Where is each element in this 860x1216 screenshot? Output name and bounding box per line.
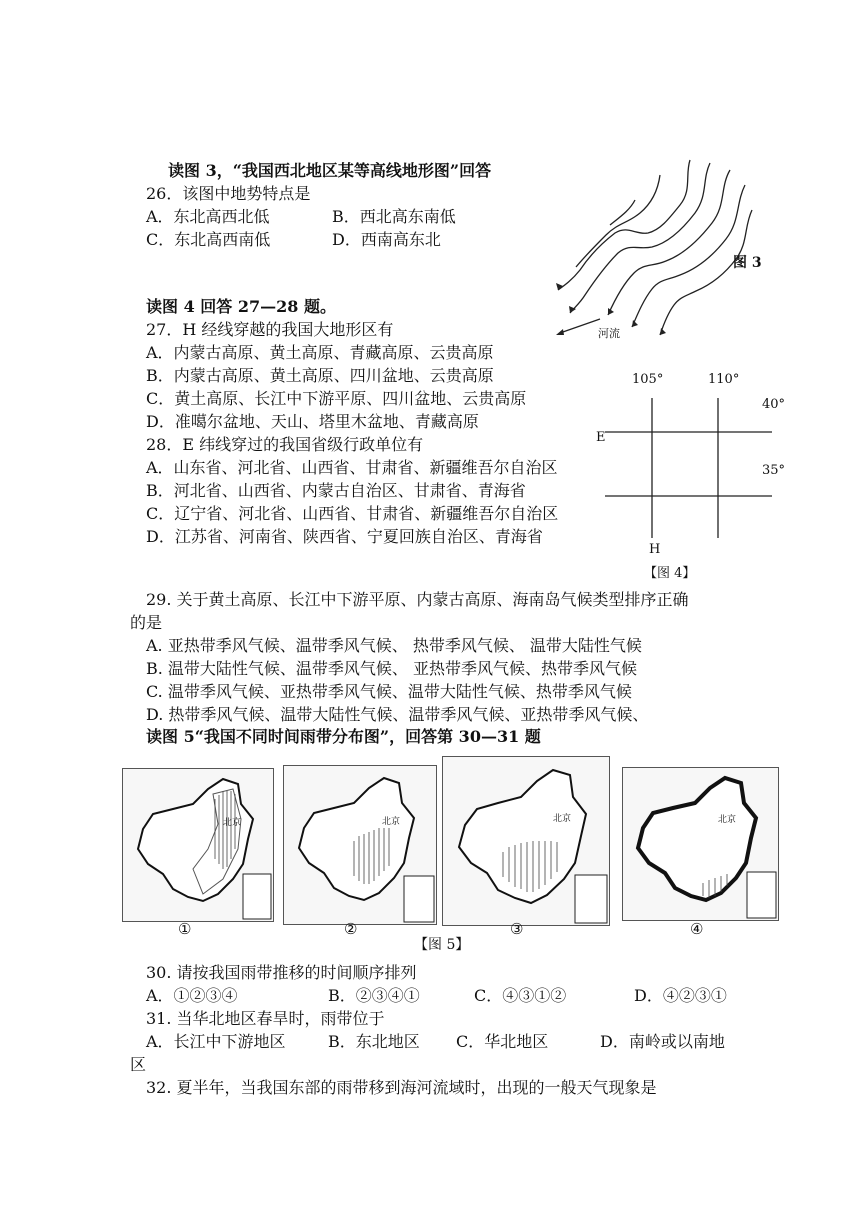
q31-option-c: C．华北地区 <box>456 1032 549 1051</box>
figure5-intro: 读图 5“我国不同时间雨带分布图”，回答第 30—31 题 <box>146 727 541 746</box>
map-number-1: ① <box>178 920 192 938</box>
figure4-intro: 读图 4 回答 27—28 题。 <box>146 297 336 316</box>
map-number-2: ② <box>344 920 358 938</box>
q29-option-c: C. 温带季风气候、亚热带季风气候、温带大陆性气候、热带季风气候 <box>146 682 632 701</box>
map3-city: 北京 <box>553 814 572 824</box>
q28-option-b: B．河北省、山西省、内蒙古自治区、甘肃省、青海省 <box>146 481 526 500</box>
rainband-map-2 <box>283 765 437 925</box>
q27-option-a: A．内蒙古高原、黄土高原、青藏高原、云贵高原 <box>146 343 494 362</box>
q29-option-b: B. 温带大陆性气候、温带季风气候、 亚热带季风气候、热带季风气候 <box>146 659 638 678</box>
map4-city: 北京 <box>718 815 737 825</box>
q28-option-d: D．江苏省、河南省、陕西省、宁夏回族自治区、青海省 <box>146 527 543 546</box>
q31-option-a: A．长江中下游地区 <box>146 1032 286 1051</box>
map1-city: 北京 <box>223 818 242 828</box>
map2-city: 北京 <box>382 817 401 827</box>
q31-option-b: B．东北地区 <box>328 1032 420 1051</box>
figure4-label-e: E <box>596 430 606 445</box>
figure4-label-h: H <box>649 542 661 557</box>
rainband-map-1 <box>122 768 274 922</box>
q27-option-c: C．黄土高原、长江中下游平原、四川盆地、云贵高原 <box>146 389 527 408</box>
q30-option-d: D．④②③① <box>634 986 727 1005</box>
q26-stem: 26．该图中地势特点是 <box>146 184 311 203</box>
q29-stem-line1: 29. 关于黄土高原、长江中下游平原、内蒙古高原、海南岛气候类型排序正确 <box>146 590 689 609</box>
q28-option-a: A．山东省、河北省、山西省、甘肃省、新疆维吾尔自治区 <box>146 458 558 477</box>
q30-option-a: A．①②③④ <box>146 986 238 1005</box>
figure4-grid <box>590 360 790 540</box>
q26-option-b: B．西北高东南低 <box>332 207 456 226</box>
figure4-lat-35: 35° <box>762 463 786 478</box>
map-number-4: ④ <box>690 920 704 938</box>
figure5-caption: 【图 5】 <box>414 937 470 953</box>
figure4-lat-40: 40° <box>762 397 786 412</box>
q31-option-d: D．南岭或以南地 <box>600 1032 725 1051</box>
figure4-lon-110: 110° <box>708 372 740 387</box>
q26-option-d: D．西南高东北 <box>332 230 441 249</box>
q29-stem-line2: 的是 <box>130 613 163 632</box>
map-number-3: ③ <box>510 920 524 938</box>
q27-option-d: D．准噶尔盆地、天山、塔里木盆地、青藏高原 <box>146 412 479 431</box>
q26-option-c: C．东北高西南低 <box>146 230 271 249</box>
figure4-caption: 【图 4】 <box>644 566 696 581</box>
figure3-contour-map <box>540 155 770 345</box>
q30-stem: 30. 请按我国雨带推移的时间顺序排列 <box>146 963 417 982</box>
q29-option-d: D. 热带季风气候、温带大陆性气候、温带季风气候、亚热带季风气候、 <box>146 705 649 724</box>
q31-option-d-wrap: 区 <box>130 1055 147 1074</box>
q29-option-a: A. 亚热带季风气候、温带季风气候、 热带季风气候、 温带大陆性气候 <box>146 636 642 655</box>
rainband-map-3 <box>442 756 610 926</box>
q26-option-a: A．东北高西北低 <box>146 207 270 226</box>
q30-option-c: C．④③①② <box>474 986 567 1005</box>
figure3-label: 图 3 <box>733 255 762 271</box>
q28-stem: 28．E 纬线穿过的我国省级行政单位有 <box>146 435 424 454</box>
q32-stem: 32. 夏半年，当我国东部的雨带移到海河流域时，出现的一般天气现象是 <box>146 1078 657 1097</box>
q31-stem: 31. 当华北地区春旱时，雨带位于 <box>146 1009 385 1028</box>
q27-option-b: B．内蒙古高原、黄土高原、四川盆地、云贵高原 <box>146 366 494 385</box>
figure3-river-label: 河流 <box>598 327 620 340</box>
figure3-intro: 读图 3，“我国西北地区某等高线地形图”回答 <box>168 161 492 180</box>
q28-option-c: C．辽宁省、河北省、山西省、甘肃省、新疆维吾尔自治区 <box>146 504 559 523</box>
q27-stem: 27．H 经线穿越的我国大地形区有 <box>146 320 394 339</box>
figure4-lon-105: 105° <box>632 372 664 387</box>
rainband-map-4 <box>622 767 779 921</box>
q30-option-b: B．②③④① <box>328 986 420 1005</box>
